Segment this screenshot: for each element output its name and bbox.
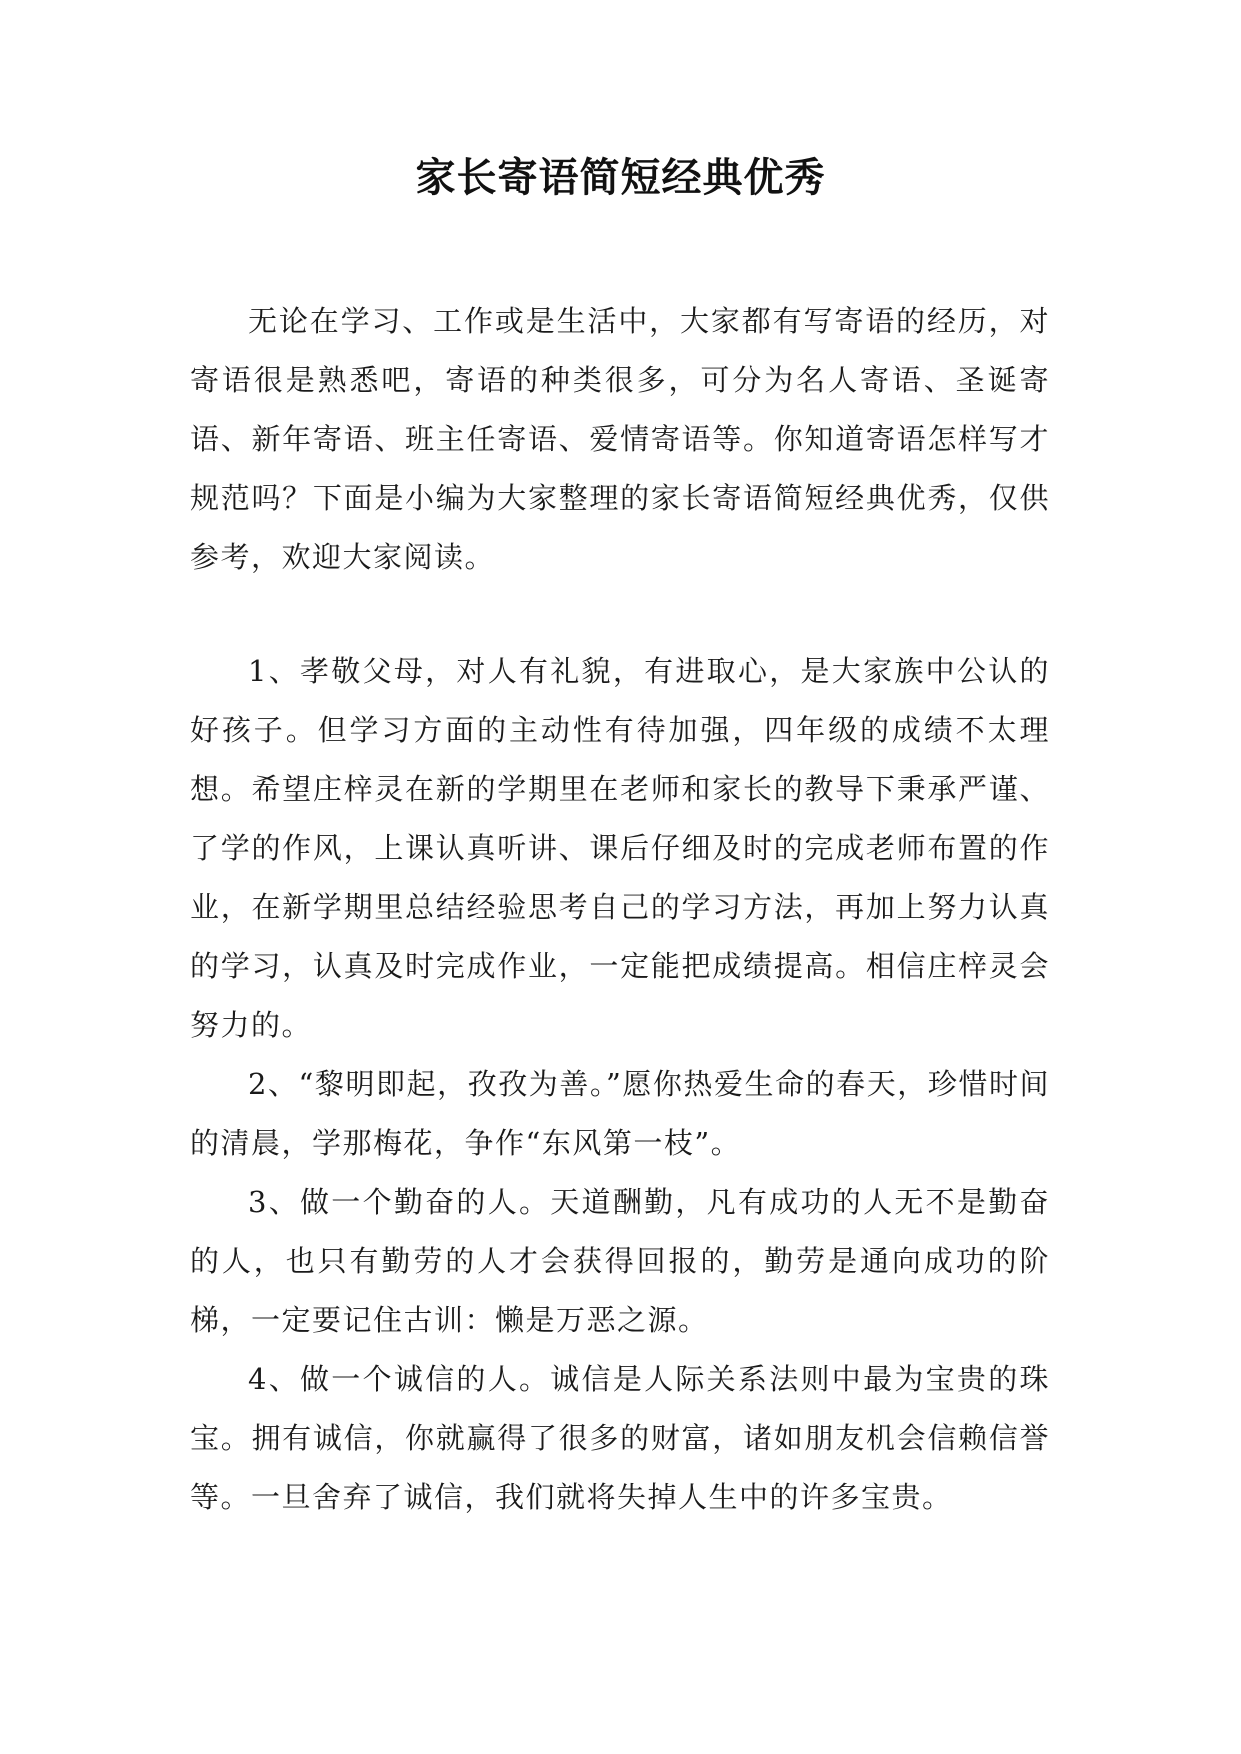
message-item-3: 3、做一个勤奋的人。天道酬勤，凡有成功的人无不是勤奋的人，也只有勤劳的人才会获得回报的，勤劳是通向成功的阶梯，一定要记住古训：懒是万恶之源。 xyxy=(190,1185,1050,1337)
intro-section xyxy=(190,292,1050,587)
document-title: 家长寄语简短经典优秀 xyxy=(415,154,826,201)
intro-paragraph: 无论在学习、工作或是生活中，大家都有写寄语的经历，对寄语很是熟悉吧，寄语的种类很多，可分为名人寄语、圣诞寄语、新年寄语、班主任寄语、爱情寄语等。你知道寄语怎样写才规范吗？下面是小编为大家整理的家长寄语简短经典优秀，仅供参考，欢迎大家阅读。 xyxy=(190,304,1050,574)
message-list xyxy=(190,642,1050,1527)
message-item-4: 4、做一个诚信的人。诚信是人际关系法则中最为宝贵的珠宝。拥有诚信，你就赢得了很多的财富，诸如朋友机会信赖信誉等。一旦舍弃了诚信，我们就将失掉人生中的许多宝贵。 xyxy=(190,1362,1050,1514)
message-item-1: 1、孝敬父母，对人有礼貌，有进取心，是大家族中公认的好孩子。但学习方面的主动性有待加强，四年级的成绩不太理想。希望庄梓灵在新的学期里在老师和家长的教导下秉承严谨、了学的作风，上课认真听讲、课后仔细及时的完成老师布置的作业，在新学期里总结经验思考自己的学习方法，再加上努力认真的学习，认真及时完成作业，一定能把成绩提高。相信庄梓灵会努力的。 xyxy=(190,654,1050,1042)
message-item-2: 2、“黎明即起，孜孜为善。”愿你热爱生命的春天，珍惜时间的清晨，学那梅花，争作“东风第一枝”。 xyxy=(190,1067,1050,1160)
